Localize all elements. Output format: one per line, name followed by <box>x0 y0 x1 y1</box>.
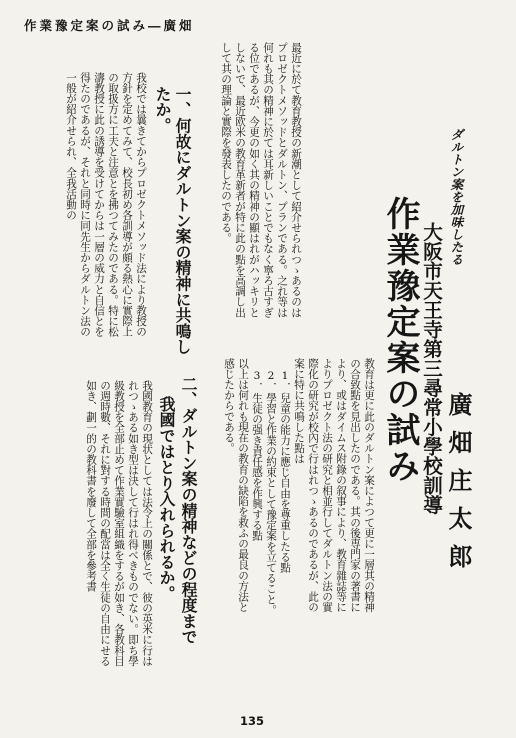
section2-heading: 二、ダルトン案の精神などの程度まで <box>179 376 198 645</box>
author: 廣畑庄太郎 <box>444 392 473 582</box>
right-lower-text: 教育は更に此のダルトン案によつて更に一層其の精神の合致點を見出したのである。其の後専門家の著書により、或はダイムス附錄の叙事により、教育雜誌等によりプロゼクト法の研究と相並行してダルトン法の實際化の研究が校內で行はれつゝあるのであるが、此の案に特に共鳴した點は <box>293 358 375 613</box>
section1-heading: 一、何故にダルトン案の精神に共鳴したか。 <box>153 86 192 355</box>
enum-item-2: 2．學習と作業の約束として豫定案を立てること。 <box>265 370 277 616</box>
page-number: 135 <box>239 714 264 728</box>
enum-item-3: 3．生徒の强き責任感を作興する點 <box>251 370 263 541</box>
section2-heading-cont: 我國ではとり入れられるか。 <box>157 396 176 602</box>
running-header: 作業豫定案の試み―廣畑 <box>24 18 195 33</box>
affiliation: 大阪市天王寺第三尋常小學校訓導 <box>420 222 443 515</box>
enum-item-1: 1．兒童の能力に應じ自由を尊重したる點 <box>279 370 291 573</box>
kicker: ダルトン案を加味したる <box>449 128 464 266</box>
intro-paragraph: 最近に於て教育教授の新潮として紹介せられつゝあるのはプロゼクトメソッドとダルトン、プランである。之れ等は何れも其の精神に於ては耳新しいことでもなく寧ろ古すぎる位であるが、今更の如く其の精神の顯はれがハッキリとしないで、最近欧米の教育革新者が特に此の點を高調し出して其の理論と實際を發表したのである。 <box>220 42 302 318</box>
section1-text: 我校では曩きてからプロゼクトメソッド法により教授の方針を定めてみて、校長初め各訓導が頗る熱心に實際上の取扱方に工夫と注意とを拂つてみたのである。特に松濤教授に此の誘導を受けてからは一層の威力と自信とを得たのであるが、それと同時に同先生からダルトン法の一般が紹介せられ、全我活動の <box>65 72 147 337</box>
section2-text: 我國教育の現状としては法令上の關係とで、彼の英米に行はれつゝある如き型は決して行はれ得べきものでない。即ち學級教授を全部止めて作業實驗室組織をするが如き、各教科目の週時數、それに對する時間の配當は全く生徒の自由にせる如き、劃一的の教科書を廢して全部を參考書 <box>85 380 153 667</box>
closing-text: 以上は何れも現在の教育の缺陷を救ふの最良の方法と感じたからである。 <box>223 358 249 613</box>
page-title: 作業豫定案の試み <box>380 196 420 484</box>
